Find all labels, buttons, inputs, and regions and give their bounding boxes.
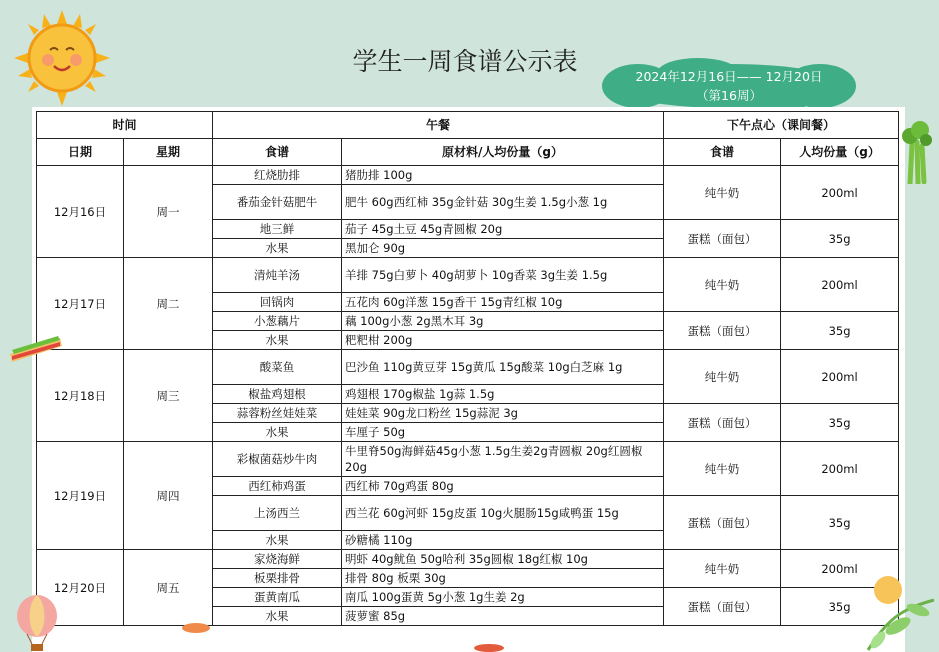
header-snack: 下午点心（课间餐）	[664, 112, 899, 139]
dish-name: 蒜蓉粉丝娃娃菜	[213, 404, 342, 423]
header-snack-recipe: 食谱	[664, 139, 781, 166]
snack-name: 纯牛奶	[664, 258, 781, 312]
dish-ingredients: 排骨 80g 板栗 30g	[342, 569, 664, 588]
snack-name: 蛋糕（面包）	[664, 220, 781, 258]
header-lunch: 午餐	[213, 112, 664, 139]
header-time: 时间	[37, 112, 213, 139]
dish-name: 西红柿鸡蛋	[213, 477, 342, 496]
day-weekday: 周二	[124, 258, 213, 350]
snack-portion: 200ml	[781, 442, 899, 496]
sandwich-icon	[8, 334, 64, 364]
snack-name: 蛋糕（面包）	[664, 588, 781, 626]
snack-portion: 35g	[781, 404, 899, 442]
day-weekday: 周五	[124, 550, 213, 626]
dish-name: 椒盐鸡翅根	[213, 385, 342, 404]
dish-name: 板栗排骨	[213, 569, 342, 588]
menu-sheet	[32, 107, 905, 652]
day-date: 12月19日	[37, 442, 124, 550]
dish-ingredients: 五花肉 60g洋葱 15g香干 15g青红椒 10g	[342, 293, 664, 312]
day-weekday: 周一	[124, 166, 213, 258]
snack-portion: 200ml	[781, 166, 899, 220]
snack-portion: 200ml	[781, 350, 899, 404]
day-weekday: 周三	[124, 350, 213, 442]
snack-name: 纯牛奶	[664, 442, 781, 496]
dish-ingredients: 娃娃菜 90g龙口粉丝 15g蒜泥 3g	[342, 404, 664, 423]
header-recipe: 食谱	[213, 139, 342, 166]
dish-name: 酸菜鱼	[213, 350, 342, 385]
dish-ingredients: 砂糖橘 110g	[342, 531, 664, 550]
dish-name: 清炖羊汤	[213, 258, 342, 293]
dish-name: 小葱藕片	[213, 312, 342, 331]
dish-name: 番茄金针菇肥牛	[213, 185, 342, 220]
dish-ingredients: 羊排 75g白萝卜 40g胡萝卜 10g香菜 3g生姜 1.5g	[342, 258, 664, 293]
dish-ingredients: 西红柿 70g鸡蛋 80g	[342, 477, 664, 496]
dish-name: 水果	[213, 239, 342, 258]
dish-ingredients: 巴沙鱼 110g黄豆芽 15g黄瓜 15g酸菜 10g白芝麻 1g	[342, 350, 664, 385]
snack-portion: 35g	[781, 220, 899, 258]
dish-ingredients: 西兰花 60g河虾 15g皮蛋 10g火腿肠15g咸鸭蛋 15g	[342, 496, 664, 531]
dish-ingredients: 南瓜 100g蛋黄 5g小葱 1g生姜 2g	[342, 588, 664, 607]
dish-name: 红烧肋排	[213, 166, 342, 185]
flower-icon	[858, 570, 938, 652]
day-date: 12月18日	[37, 350, 124, 442]
dish-name: 家烧海鲜	[213, 550, 342, 569]
snack-name: 蛋糕（面包）	[664, 312, 781, 350]
snack-name: 蛋糕（面包）	[664, 404, 781, 442]
dish-name: 回锅肉	[213, 293, 342, 312]
header-ingredients: 原材料/人均份量（g）	[342, 139, 664, 166]
date-range: 2024年12月16日—— 12月20日	[635, 69, 823, 84]
dish-ingredients: 肥牛 60g西红柿 35g金针菇 30g生姜 1.5g小葱 1g	[342, 185, 664, 220]
table-row	[37, 442, 899, 477]
dish-ingredients: 鸡翅根 170g椒盐 1g蒜 1.5g	[342, 385, 664, 404]
snack-portion: 35g	[781, 496, 899, 550]
snack-name: 纯牛奶	[664, 550, 781, 588]
dish-ingredients: 菠萝蜜 85g	[342, 607, 664, 626]
dish-ingredients: 茄子 45g土豆 45g青圆椒 20g	[342, 220, 664, 239]
snack-name: 蛋糕（面包）	[664, 496, 781, 550]
sun-icon	[14, 10, 110, 106]
dish-name: 水果	[213, 331, 342, 350]
table-row	[37, 166, 899, 185]
day-date: 12月20日	[37, 550, 124, 626]
day-date: 12月16日	[37, 166, 124, 258]
snack-portion: 200ml	[781, 550, 899, 588]
table-row	[37, 550, 899, 569]
dish-ingredients: 藕 100g小葱 2g黑木耳 3g	[342, 312, 664, 331]
header-weekday: 星期	[124, 139, 213, 166]
dish-ingredients: 黑加仑 90g	[342, 239, 664, 258]
dish-name: 彩椒菌菇炒牛肉	[213, 442, 342, 477]
snack-name: 纯牛奶	[664, 350, 781, 404]
header-row-1	[37, 112, 899, 139]
header-row-2	[37, 139, 899, 166]
snack-portion: 35g	[781, 312, 899, 350]
header-snack-portion: 人均份量（g）	[781, 139, 899, 166]
menu-table	[36, 111, 899, 626]
table-row	[37, 258, 899, 293]
header-date: 日期	[37, 139, 124, 166]
celery-icon	[898, 118, 932, 184]
day-date: 12月17日	[37, 258, 124, 350]
week-number: （第16周）	[696, 88, 762, 103]
snack-portion: 200ml	[781, 258, 899, 312]
snack-portion: 35g	[781, 588, 899, 626]
dish-ingredients: 猪肋排 100g	[342, 166, 664, 185]
table-row	[37, 350, 899, 385]
dish-ingredients: 牛里脊50g海鲜菇45g小葱 1.5g生姜2g青圆椒 20g红圆椒 20g	[342, 442, 664, 477]
sushi-icon	[178, 620, 214, 638]
sushi-icon-2	[472, 640, 506, 652]
snack-name: 纯牛奶	[664, 166, 781, 220]
dish-name: 蛋黄南瓜	[213, 588, 342, 607]
page-title: 学生一周食谱公示表	[352, 47, 578, 76]
dish-ingredients: 车厘子 50g	[342, 423, 664, 442]
day-weekday: 周四	[124, 442, 213, 550]
dish-name: 上汤西兰	[213, 496, 342, 531]
dish-name: 水果	[213, 607, 342, 626]
dish-name: 水果	[213, 423, 342, 442]
hot-air-balloon-icon	[12, 594, 62, 652]
dish-name: 水果	[213, 531, 342, 550]
dish-ingredients: 粑粑柑 200g	[342, 331, 664, 350]
dish-name: 地三鲜	[213, 220, 342, 239]
dish-ingredients: 明虾 40g鱿鱼 50g哈利 35g圆椒 18g红椒 10g	[342, 550, 664, 569]
